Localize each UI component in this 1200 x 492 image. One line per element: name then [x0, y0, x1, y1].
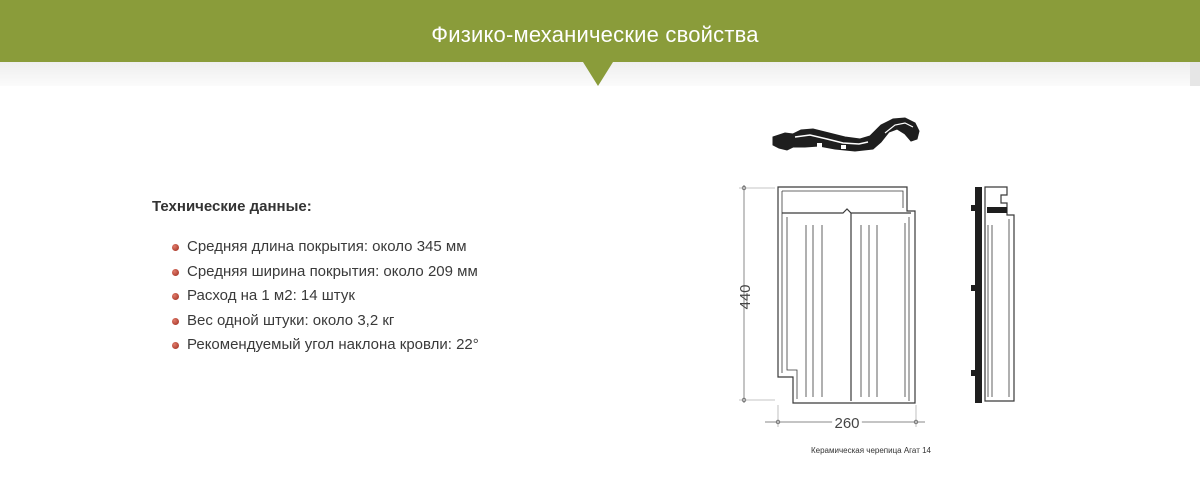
drawing-caption: Керамическая черепица Агат 14	[811, 446, 931, 455]
height-label: 440	[737, 284, 754, 310]
bullet-icon	[172, 342, 179, 349]
tile-front-view	[778, 187, 915, 403]
specs-list	[152, 235, 672, 358]
spec-text: Средняя длина покрытия: около 345 мм	[187, 238, 467, 255]
bullet-icon	[172, 293, 179, 300]
spec-item-width	[152, 260, 672, 285]
spec-text: Средняя ширина покрытия: около 209 мм	[187, 262, 478, 280]
tile-technical-drawing	[735, 115, 1025, 445]
spec-item-weight	[152, 309, 672, 334]
spec-item-length	[152, 235, 672, 260]
bullet-icon	[172, 269, 179, 276]
spec-text: Вес одной штуки: около 3,2 кг	[187, 311, 395, 329]
section-title: Физико-механические свойства	[431, 22, 759, 47]
header-strip-edge	[1190, 62, 1200, 86]
tile-cross-section	[773, 118, 919, 151]
tile-side-view	[971, 187, 1014, 403]
spec-item-slope	[152, 333, 672, 358]
section-header	[0, 0, 1200, 62]
specs-title: Технические данные:	[152, 198, 312, 215]
spec-item-consumption	[152, 284, 672, 309]
technical-specs	[152, 198, 672, 358]
width-label: 260	[834, 415, 860, 432]
header-pointer-arrow	[583, 62, 613, 86]
spec-text: Рекомендуемый угол наклона кровли: 22°	[187, 336, 479, 353]
bullet-icon	[172, 318, 179, 325]
bullet-icon	[172, 244, 179, 251]
spec-text: Расход на 1 м2: 14 штук	[187, 287, 355, 304]
